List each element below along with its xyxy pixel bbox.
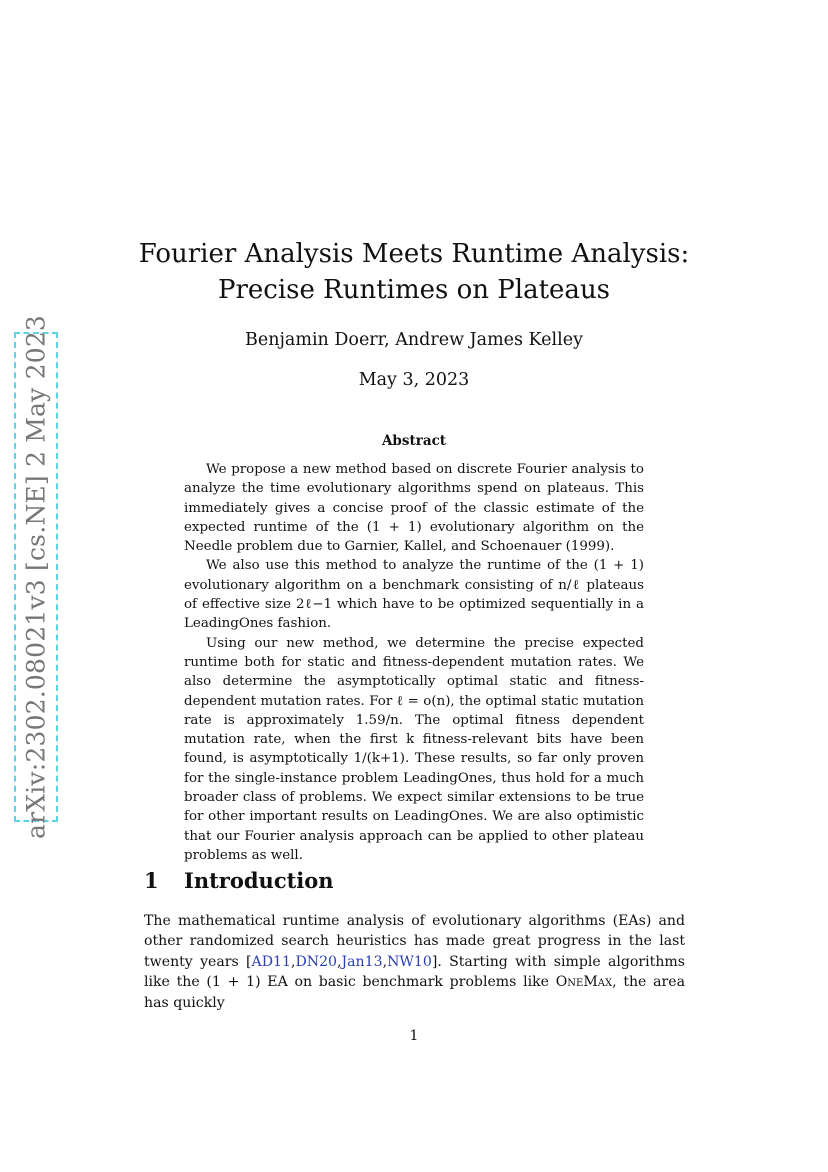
intro-text-mid: ]. Starting with simple algorithms like the (1 + 1) EA on basic benchmark problems like [144,953,685,991]
section-number: 1 [144,868,159,893]
onemax-term: OneMax [555,974,613,991]
introduction-paragraph: The mathematical runtime analysis of evolutionary algorithms (EAs) and other randomized search heuristics has made great progress in the last twenty years [AD11,DN20,Jan13,NW10]. Starting with simple algorithms like the (1 + 1) EA on basic benchmark problems like OneMax, the area has quickly [144,913,685,1011]
introduction-text [144,911,685,1013]
section-heading [144,868,334,893]
intro-text-end: , the area has quickly [144,974,685,1011]
title-line-2: Precise Runtimes on Plateaus [217,275,611,305]
intro-text-start: The mathematical runtime analysis of evolutionary algorithms (EAs) and other randomized search heuristics has made great progress in the last twenty years [ [144,913,685,970]
citation-link[interactable]: AD11 [251,953,291,970]
page-number: 1 [409,1028,419,1044]
abstract-body [184,460,644,865]
arxiv-stamp [14,314,58,840]
section-title: Introduction [184,868,334,893]
paper-title [0,236,828,308]
abstract-heading: Abstract [381,433,447,449]
citation-link[interactable]: Jan13 [341,953,383,970]
citation-link[interactable]: NW10 [387,953,432,970]
abstract-paragraph-1: We propose a new method based on discrete Fourier analysis to analyze the time evolutionary algorithms spend on plateaus. This immediately gives a concise proof of the classic estimate of the expected runtime of the (1 + 1) evolutionary algorithm on the Needle problem due to Garnier, Kallel, and Schoenauer (1999). [184,462,644,555]
citation-link[interactable]: DN20 [295,953,338,970]
abstract-paragraph-3: Using our new method, we determine the precise expected runtime both for static and fitness-dependent mutation rates. We also determine the asymptotically optimal static and fitness-dependent mutation rates. For ℓ = o(n), the optimal static mutation rate is approximately 1.59/n. The optimal fitness dependent mutation rate, when the first k fitness-relevant bits have been found, is asymptotically 1/(k+1). These results, so far only proven for the single-instance problem LeadingOnes, thus hold for a much broader class of problems. We expect similar extensions to be true for other important results on LeadingOnes. We are also optimistic that our Fourier analysis approach can be applied to other plateau problems as well. [184,635,644,863]
abstract-paragraph-2: We also use this method to analyze the runtime of the (1 + 1) evolutionary algorithm on a benchmark consisting of n/ℓ plateaus of effective size 2ℓ−1 which have to be optimized sequentially in a LeadingOnes fashion. [184,558,644,632]
title-line-1: Fourier Analysis Meets Runtime Analysis: [138,239,690,269]
arxiv-identifier: arXiv:2302.08021v3 [cs.NE] 2 May 2023 [21,314,51,840]
author-list: Benjamin Doerr, Andrew James Kelley [245,330,583,350]
publication-date: May 3, 2023 [358,370,470,390]
